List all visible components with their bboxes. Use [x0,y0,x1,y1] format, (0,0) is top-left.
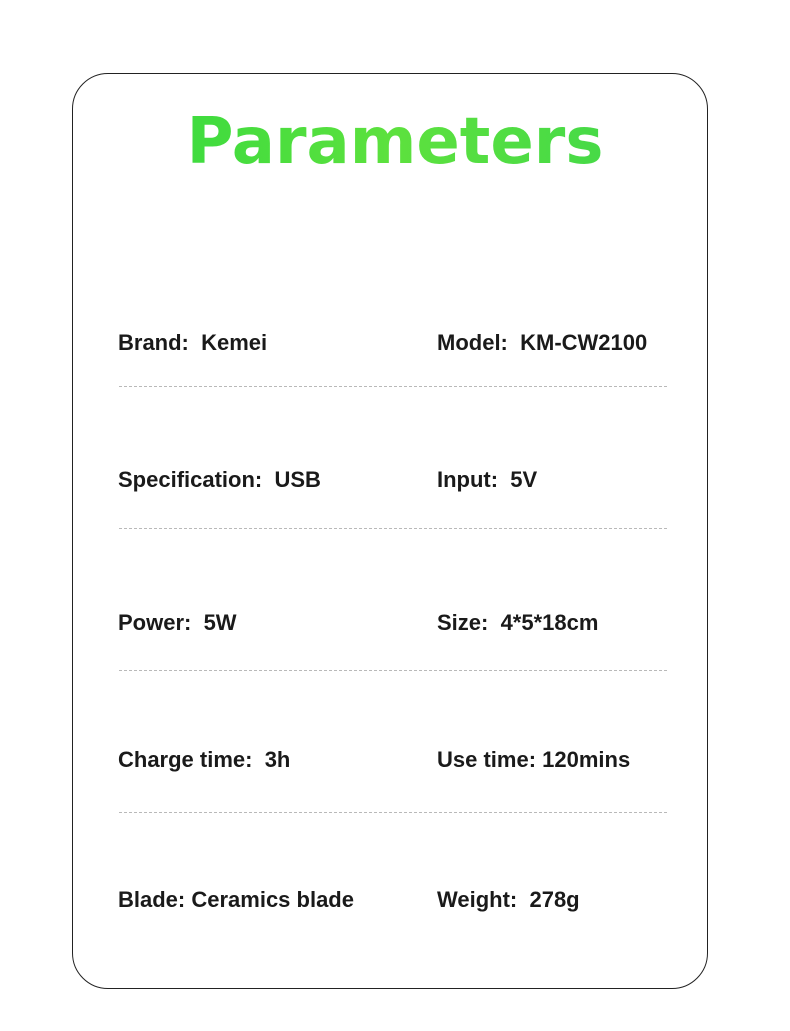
param-charge-time: Charge time: 3h [118,747,291,772]
param-use-time: Use time: 120mins [437,747,631,772]
param-input: Input: 5V [437,467,538,492]
param-blade: Blade: Ceramics blade [118,887,354,912]
row-divider [119,386,667,387]
row-divider [119,528,667,529]
row-divider [119,670,667,671]
param-weight: Weight: 278g [437,887,580,912]
param-brand: Brand: Kemei [118,330,268,355]
page-title: Parameters [72,106,718,178]
parameters-card [72,73,708,989]
row-divider [119,812,667,813]
param-specification: Specification: USB [118,467,321,492]
param-power: Power: 5W [118,610,237,635]
param-size: Size: 4*5*18cm [437,610,599,635]
param-model: Model: KM-CW2100 [437,330,648,355]
